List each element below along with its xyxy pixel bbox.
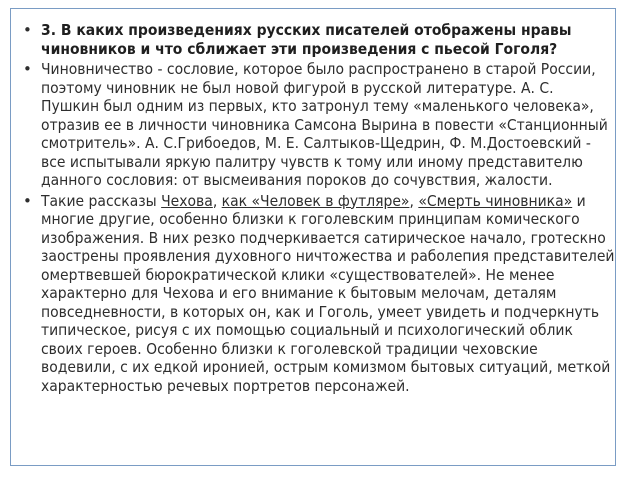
paragraph-bullet-2 (21, 192, 615, 396)
bullet-icon: • (23, 60, 32, 78)
paragraph-2-sep-2: , (409, 191, 419, 210)
slide-frame (10, 8, 616, 466)
paragraph-2-sep-1: , (212, 191, 222, 210)
bullet-icon: • (23, 191, 32, 210)
bullet-icon: • (23, 21, 32, 39)
paragraph-bullet-1 (21, 60, 615, 190)
question-heading: 3. В каких произведениях русских писателей отображены нравы чиновников и что сближает эти произведения с пьесой Гоголя? (41, 21, 572, 58)
link-death-of-official[interactable]: «Смерть чиновника» (418, 191, 573, 210)
question-bullet (21, 21, 615, 58)
link-man-in-case[interactable]: как «Человек в футляре» (221, 191, 410, 210)
paragraph-2-intro: Такие рассказы (41, 191, 162, 210)
bullet-list (21, 21, 615, 395)
link-chekhov[interactable]: Чехова (161, 191, 213, 210)
paragraph-2-rest: и многие другие, особенно близки к гоголевским принципам комического изображения. В них резко подчеркивается сатирическое начало, гротескно заострены проявления духовного ничтожества и раболепия представителей омертвевшей бюрократической клики «существователей». Не менее характерно для Чехова и его внимание к бытовым мелочам, деталям повседневности, в которых он, как и Гоголь, умеет увидеть и подчеркнуть типическое, рисуя с их помощью социальный и психологический облик своих героев. Особенно близки к гоголевской традиции чеховские водевили, с их едкой иронией, острым комизмом бытовых ситуаций, меткой характерностью речевых портретов персонажей. (41, 191, 615, 395)
paragraph-text-1: Чиновничество - сословие, которое было распространено в старой России, поэтому чиновник не был новой фигурой в русской литературе. А. С. Пушкин был одним из первых, кто затронул тему «маленького человека», отразив ее в личности чиновника Самсона Вырина в повести «Станционный смотритель». А. С.Грибоедов, М. Е. Салтыков-Щедрин, Ф. М.Достоевский - все испытывали яркую палитру чувств к тому или иному представителю данного сословия: от высмеивания пороков до сочувствия, жалости. (41, 60, 608, 189)
